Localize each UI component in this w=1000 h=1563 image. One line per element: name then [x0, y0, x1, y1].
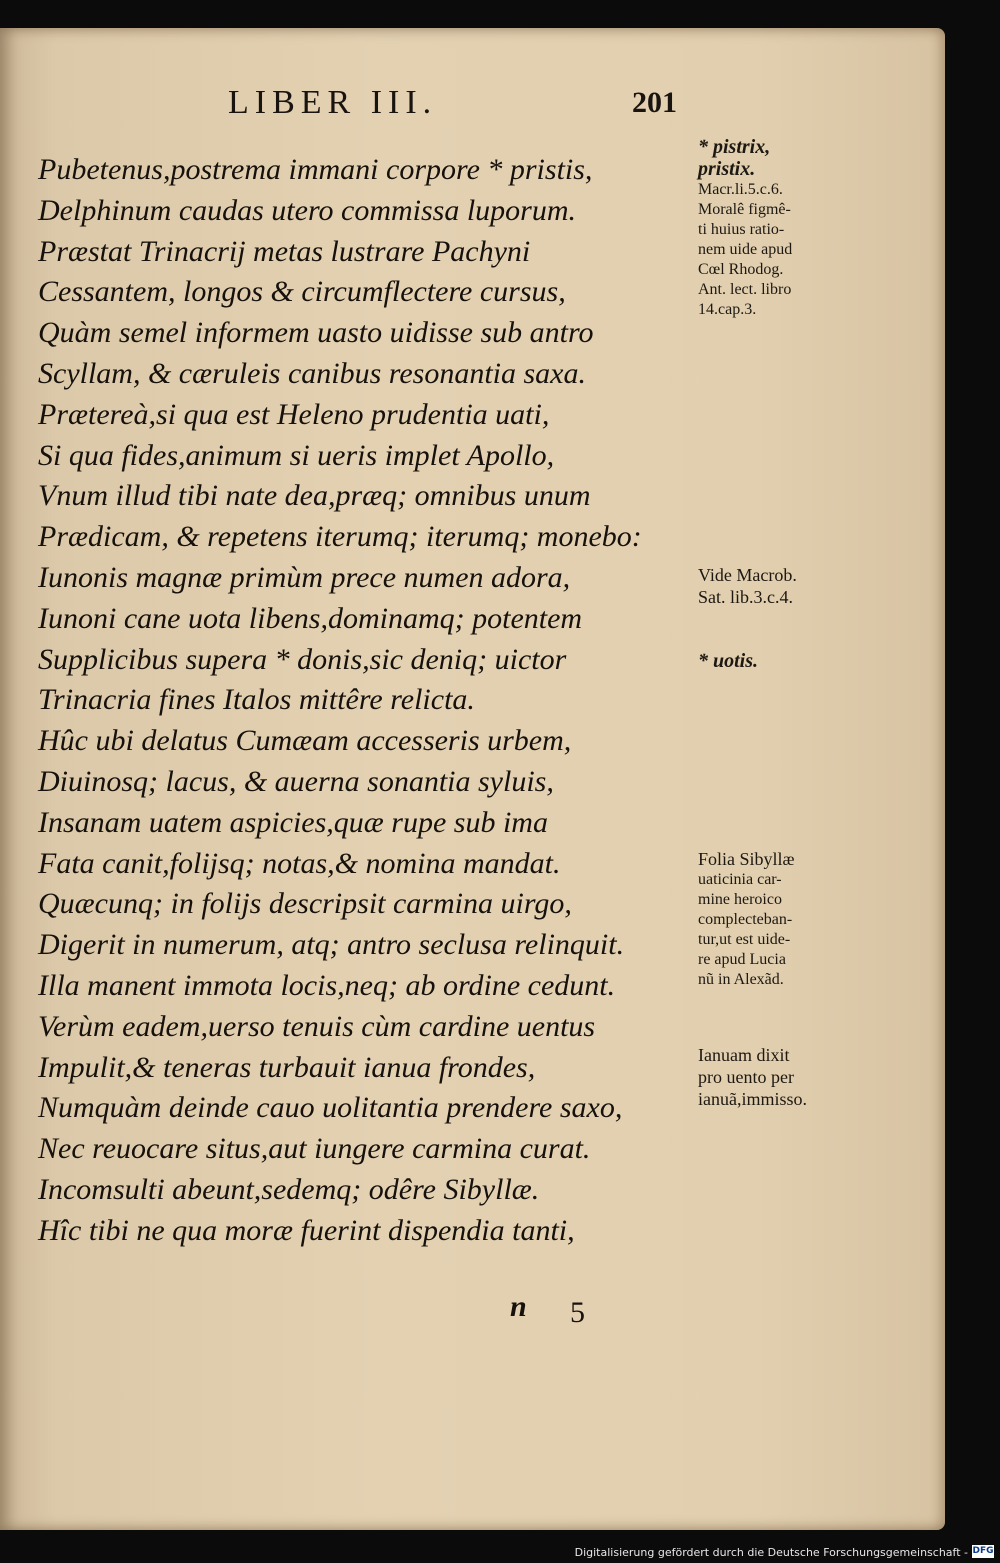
- note-line: pro uento per: [698, 1067, 794, 1087]
- note-line: ianuã,immisso.: [698, 1089, 807, 1109]
- note-line: Cœl Rhodog.: [698, 261, 784, 278]
- note-line: complecteban-: [698, 911, 793, 928]
- note-line: Vide Macrob.: [698, 565, 797, 585]
- verse-line: Hûc ubi delatus Cumæam accesseris urbem,: [38, 724, 572, 758]
- verse-line: Nec reuocare situs,aut iungere carmina curat.: [38, 1132, 591, 1166]
- digitization-credit: Digitalisierung gefördert durch die Deutsche Forschungsgemeinschaft -: [574, 1546, 968, 1559]
- dfg-logo-icon: DFG: [972, 1546, 994, 1556]
- verse-line: Pubetenus,postrema immani corpore * pristis,: [38, 153, 593, 186]
- margin-note-uotis: [698, 650, 858, 672]
- note-line: mine heroico: [698, 891, 782, 908]
- verse-line: Quàm semel informem uasto uidisse sub antro: [38, 316, 594, 350]
- verse-line: Delphinum caudas utero commissa luporum.: [38, 193, 577, 227]
- verse-block: [38, 150, 688, 1252]
- verse-line: Numquàm deinde cauo uolitantia prendere saxo,: [38, 1091, 623, 1125]
- verse-line: Illa manent immota locis,neq; ab ordine cedunt.: [38, 968, 616, 1002]
- verse-line: Cessantem, longos & circumflectere cursus,: [38, 275, 566, 309]
- verse-line: Impulit,& teneras turbauit ianua frondes,: [38, 1050, 536, 1084]
- note-line: ti huius ratio-: [698, 221, 785, 238]
- verse-line: Præstat Trinacrij metas lustrare Pachyni: [38, 234, 531, 268]
- verse-line: Supplicibus supera * donis,sic deniq; uictor: [38, 642, 567, 676]
- catchword: 5: [570, 1296, 585, 1329]
- verse-line: Trinacria fines Italos mittêre relicta.: [38, 683, 475, 717]
- verse-line: Prætereà,si qua est Heleno prudentia uati,: [38, 397, 550, 431]
- note-line: pristix.: [698, 158, 756, 180]
- note-line: * pistrix,: [698, 136, 771, 158]
- margin-note-pistrix: [698, 136, 858, 320]
- running-head: LIBER III.: [228, 84, 438, 121]
- note-line: Macr.li.5.c.6.: [698, 181, 783, 198]
- note-line: Folia Sibyllæ: [698, 849, 795, 869]
- note-line: Ant. lect. libro: [698, 281, 792, 298]
- note-line: nem uide apud: [698, 241, 793, 258]
- verse-line: Quæcunq; in folijs descripsit carmina uirgo,: [38, 887, 572, 921]
- note-line: tur,ut est uide-: [698, 931, 791, 948]
- verse-line: Prædicam, & repetens iterumq; iterumq; monebo:: [38, 520, 642, 554]
- verse-line: Incomsulti abeunt,sedemq; odêre Sibyllæ.: [38, 1172, 540, 1206]
- signature-mark: n: [510, 1290, 527, 1323]
- margin-note-macrobius: [698, 564, 858, 608]
- note-line: Ianuam dixit: [698, 1045, 790, 1065]
- verse-line: Fata canit,folijsq; notas,& nomina mandat.: [38, 846, 561, 880]
- verse-line: Insanam uatem aspicies,quæ rupe sub ima: [38, 805, 548, 839]
- verse-line: Scyllam, & cæruleis canibus resonantia saxa.: [38, 356, 586, 390]
- page-number: 201: [632, 86, 677, 119]
- verse-line: Si qua fides,animum si ueris implet Apollo,: [38, 438, 555, 472]
- verse-line: Digerit in numerum, atq; antro seclusa relinquit.: [38, 928, 625, 962]
- note-line: Sat. lib.3.c.4.: [698, 587, 793, 607]
- margin-note-sibyl: [698, 848, 858, 990]
- verse-line: Vnum illud tibi nate dea,præq; omnibus unum: [38, 479, 591, 513]
- margin-note-ianua: [698, 1044, 858, 1110]
- note-line: 14.cap.3.: [698, 301, 757, 318]
- note-line: * uotis.: [698, 650, 759, 672]
- verse-line: Verùm eadem,uerso tenuis cùm cardine uentus: [38, 1009, 596, 1043]
- note-line: Moralê figmê-: [698, 201, 791, 218]
- verse-line: Diuinosq; lacus, & auerna sonantia syluis,: [38, 764, 554, 798]
- note-line: re apud Lucia: [698, 951, 786, 968]
- note-line: nũ in Alexãd.: [698, 971, 784, 988]
- book-page: [0, 28, 945, 1530]
- verse-line: Iunoni cane uota libens,dominamq; potentem: [38, 601, 583, 635]
- verse-line: Hîc tibi ne qua moræ fuerint dispendia tanti,: [38, 1213, 575, 1247]
- note-line: uaticinia car-: [698, 871, 782, 888]
- verse-line: Iunonis magnæ primùm prece numen adora,: [38, 560, 571, 594]
